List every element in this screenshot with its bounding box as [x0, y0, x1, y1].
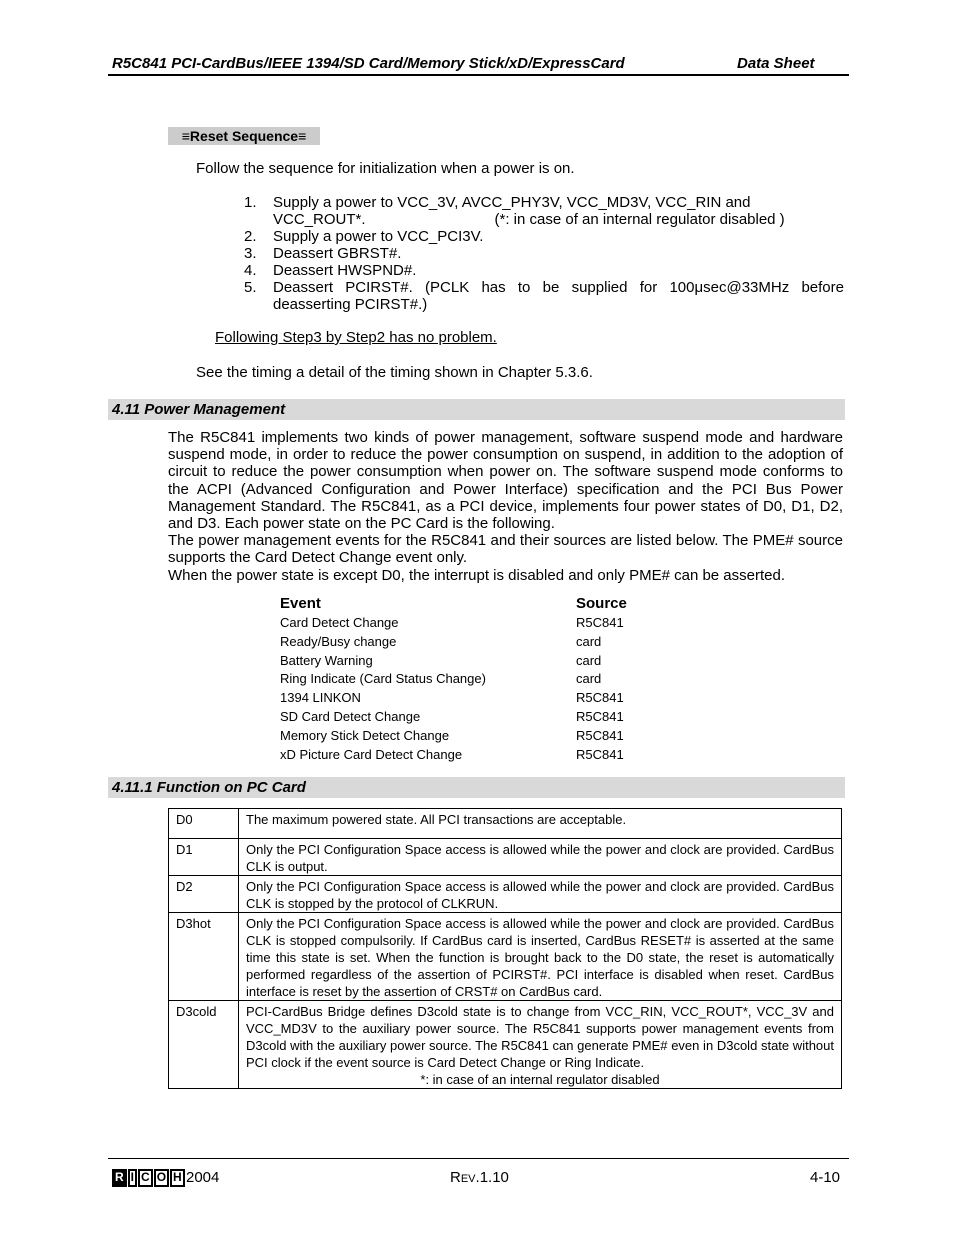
state-cell: D2 [169, 876, 239, 913]
step-text: Deassert PCIRST#. (PCLK has to be supplied for 100μsec@33MHz before [273, 279, 844, 296]
state-cell: D1 [169, 839, 239, 876]
table-row [280, 614, 627, 633]
section-heading-text: 4.11 Power Management [112, 401, 286, 418]
page-number: 4-10 [810, 1169, 841, 1186]
source-cell: R5C841 [576, 690, 624, 706]
document-title: R5C841 PCI-CardBus/IEEE 1394/SD Card/Memory Stick/xD/ExpressCard [112, 55, 625, 72]
reset-note: Following Step3 by Step2 has no problem. [215, 329, 497, 346]
paragraph: The power management events for the R5C841 and their sources are listed below. The PME# source supports the Card Detect Change event only. [168, 532, 843, 567]
table-row [280, 727, 627, 746]
footnote: *: in case of an internal regulator disabled [420, 1072, 660, 1087]
event-cell: Card Detect Change [280, 615, 399, 630]
events-table [280, 594, 627, 764]
step-text: VCC_ROUT*. [273, 211, 366, 228]
step-text: deasserting PCIRST#.) [273, 296, 428, 313]
event-cell: Ring Indicate (Card Status Change) [280, 671, 486, 687]
step-number: 5. [244, 279, 257, 296]
event-cell: SD Card Detect Change [280, 708, 421, 724]
step-number: 1. [244, 194, 257, 211]
power-state-table [168, 808, 842, 1089]
step-footnote: (*: in case of an internal regulator disabled ) [494, 211, 785, 228]
table-row [280, 708, 627, 727]
step-text: Supply a power to VCC_3V, AVCC_PHY3V, VCC_MD3V, VCC_RIN and [273, 194, 751, 211]
section-heading-text: 4.11.1 Function on PC Card [112, 779, 306, 796]
table-row [280, 746, 627, 765]
reset-intro: Follow the sequence for initialization when a power is on. [196, 160, 575, 177]
paragraph: The R5C841 implements two kinds of power management, software suspend mode and hardware suspend mode, in order to reduce the power consumption on suspend, in addition to the adoption of circuit to reduce the power consumption when power on. The software suspend mode conforms to the ACPI (Advanced Configuration and Power Interface) specification and the PCI Bus Power Management Standard. The R5C841, as a PCI device, implements four power states of D0, D1, D2, and D3. Each power state on the PC Card is the following. [168, 429, 843, 533]
source-cell: R5C841 [576, 746, 624, 762]
table-row [280, 670, 627, 689]
source-cell: R5C841 [576, 708, 624, 724]
table-row [169, 1001, 842, 1089]
event-cell: Battery Warning [280, 652, 373, 668]
logo-letter: O [154, 1169, 169, 1187]
column-header-source: Source [576, 595, 627, 612]
state-cell: D3cold [169, 1001, 239, 1089]
step-number: 4. [244, 262, 257, 279]
section-heading-power-management [108, 399, 845, 420]
section-heading-function-on-pc-card [108, 777, 845, 798]
list-item [244, 194, 844, 228]
table-row [280, 633, 627, 652]
power-management-body [168, 429, 843, 584]
description-cell: Only the PCI Configuration Space access is allowed while the power and clock are provided. CardBus CLK is stopped by the protocol of CLKRUN. [239, 876, 842, 913]
table-row [169, 839, 842, 876]
logo-letter: I [128, 1169, 137, 1187]
source-cell: card [576, 633, 602, 649]
list-item [244, 262, 844, 279]
step-number: 2. [244, 228, 257, 245]
footer-rule [108, 1158, 849, 1159]
footer-revision [450, 1169, 509, 1186]
step-text: Deassert HWSPND#. [273, 262, 417, 279]
description-cell: The maximum powered state. All PCI transactions are acceptable. [239, 809, 842, 839]
description-cell: Only the PCI Configuration Space access is allowed while the power and clock are provided. CardBus CLK is output. [239, 839, 842, 876]
step-text: Supply a power to VCC_PCI3V. [273, 228, 484, 245]
step-number: 3. [244, 245, 257, 262]
revision-number: .1.10 [475, 1169, 509, 1186]
event-cell: Memory Stick Detect Change [280, 727, 450, 743]
table-row [169, 876, 842, 913]
logo-letter: C [138, 1169, 153, 1187]
description-text: PCI-CardBus Bridge defines D3cold state is to change from VCC_RIN, VCC_ROUT*, VCC_3V and VCC_MD3V to the auxiliary power source. The R5C841 supports power management events from D3cold with the auxiliary power source. The R5C841 can generate PME# even in D3cold state without PCI clock if the event source is Card Detect Change or Ring Indicate. [246, 1004, 834, 1070]
events-table-header [280, 594, 627, 614]
source-cell: card [576, 652, 602, 668]
table-row [169, 913, 842, 1001]
logo-letter: R [112, 1169, 127, 1187]
paragraph: When the power state is except D0, the interrupt is disabled and only PME# can be asserted. [168, 566, 786, 584]
source-cell: card [576, 671, 602, 687]
logo-letter: H [170, 1169, 185, 1187]
column-header-event: Event [280, 595, 321, 612]
state-cell: D0 [169, 809, 239, 839]
step-text: Deassert GBRST#. [273, 245, 402, 262]
event-cell: xD Picture Card Detect Change [280, 746, 463, 762]
reset-steps-list [244, 194, 844, 313]
list-item [244, 228, 844, 245]
header-rule [108, 74, 849, 76]
document-type: Data Sheet [737, 55, 815, 72]
table-row [280, 652, 627, 671]
table-row [169, 809, 842, 839]
revision-prefix: R [450, 1169, 461, 1186]
list-item [244, 245, 844, 262]
footer-year: 2004 [186, 1169, 220, 1186]
list-item [244, 279, 844, 313]
reset-sequence-tag: ≡Reset Sequence≡ [168, 127, 320, 145]
source-cell: R5C841 [576, 615, 624, 630]
revision-small-caps: EV [460, 1173, 476, 1185]
ricoh-logo [112, 1169, 185, 1187]
table-row [280, 689, 627, 708]
state-cell: D3hot [169, 913, 239, 1001]
event-cell: 1394 LINKON [280, 690, 361, 706]
description-cell [239, 1001, 842, 1089]
source-cell: R5C841 [576, 727, 624, 743]
timing-reference: See the timing a detail of the timing shown in Chapter 5.3.6. [196, 364, 593, 381]
event-cell: Ready/Busy change [280, 633, 397, 649]
description-cell: Only the PCI Configuration Space access is allowed while the power and clock are provided. CardBus CLK is stopped compulsorily. If CardBus card is inserted, CardBus RESET# is asserted at the same time this state is set. When the function is brought back to the D0 state, the reset is automatically performed regardless of the assertion of PCIRST#. PCI interface is disabled when reset. CardBus interface is reset by the assertion of CRST# on CardBus card. [239, 913, 842, 1001]
